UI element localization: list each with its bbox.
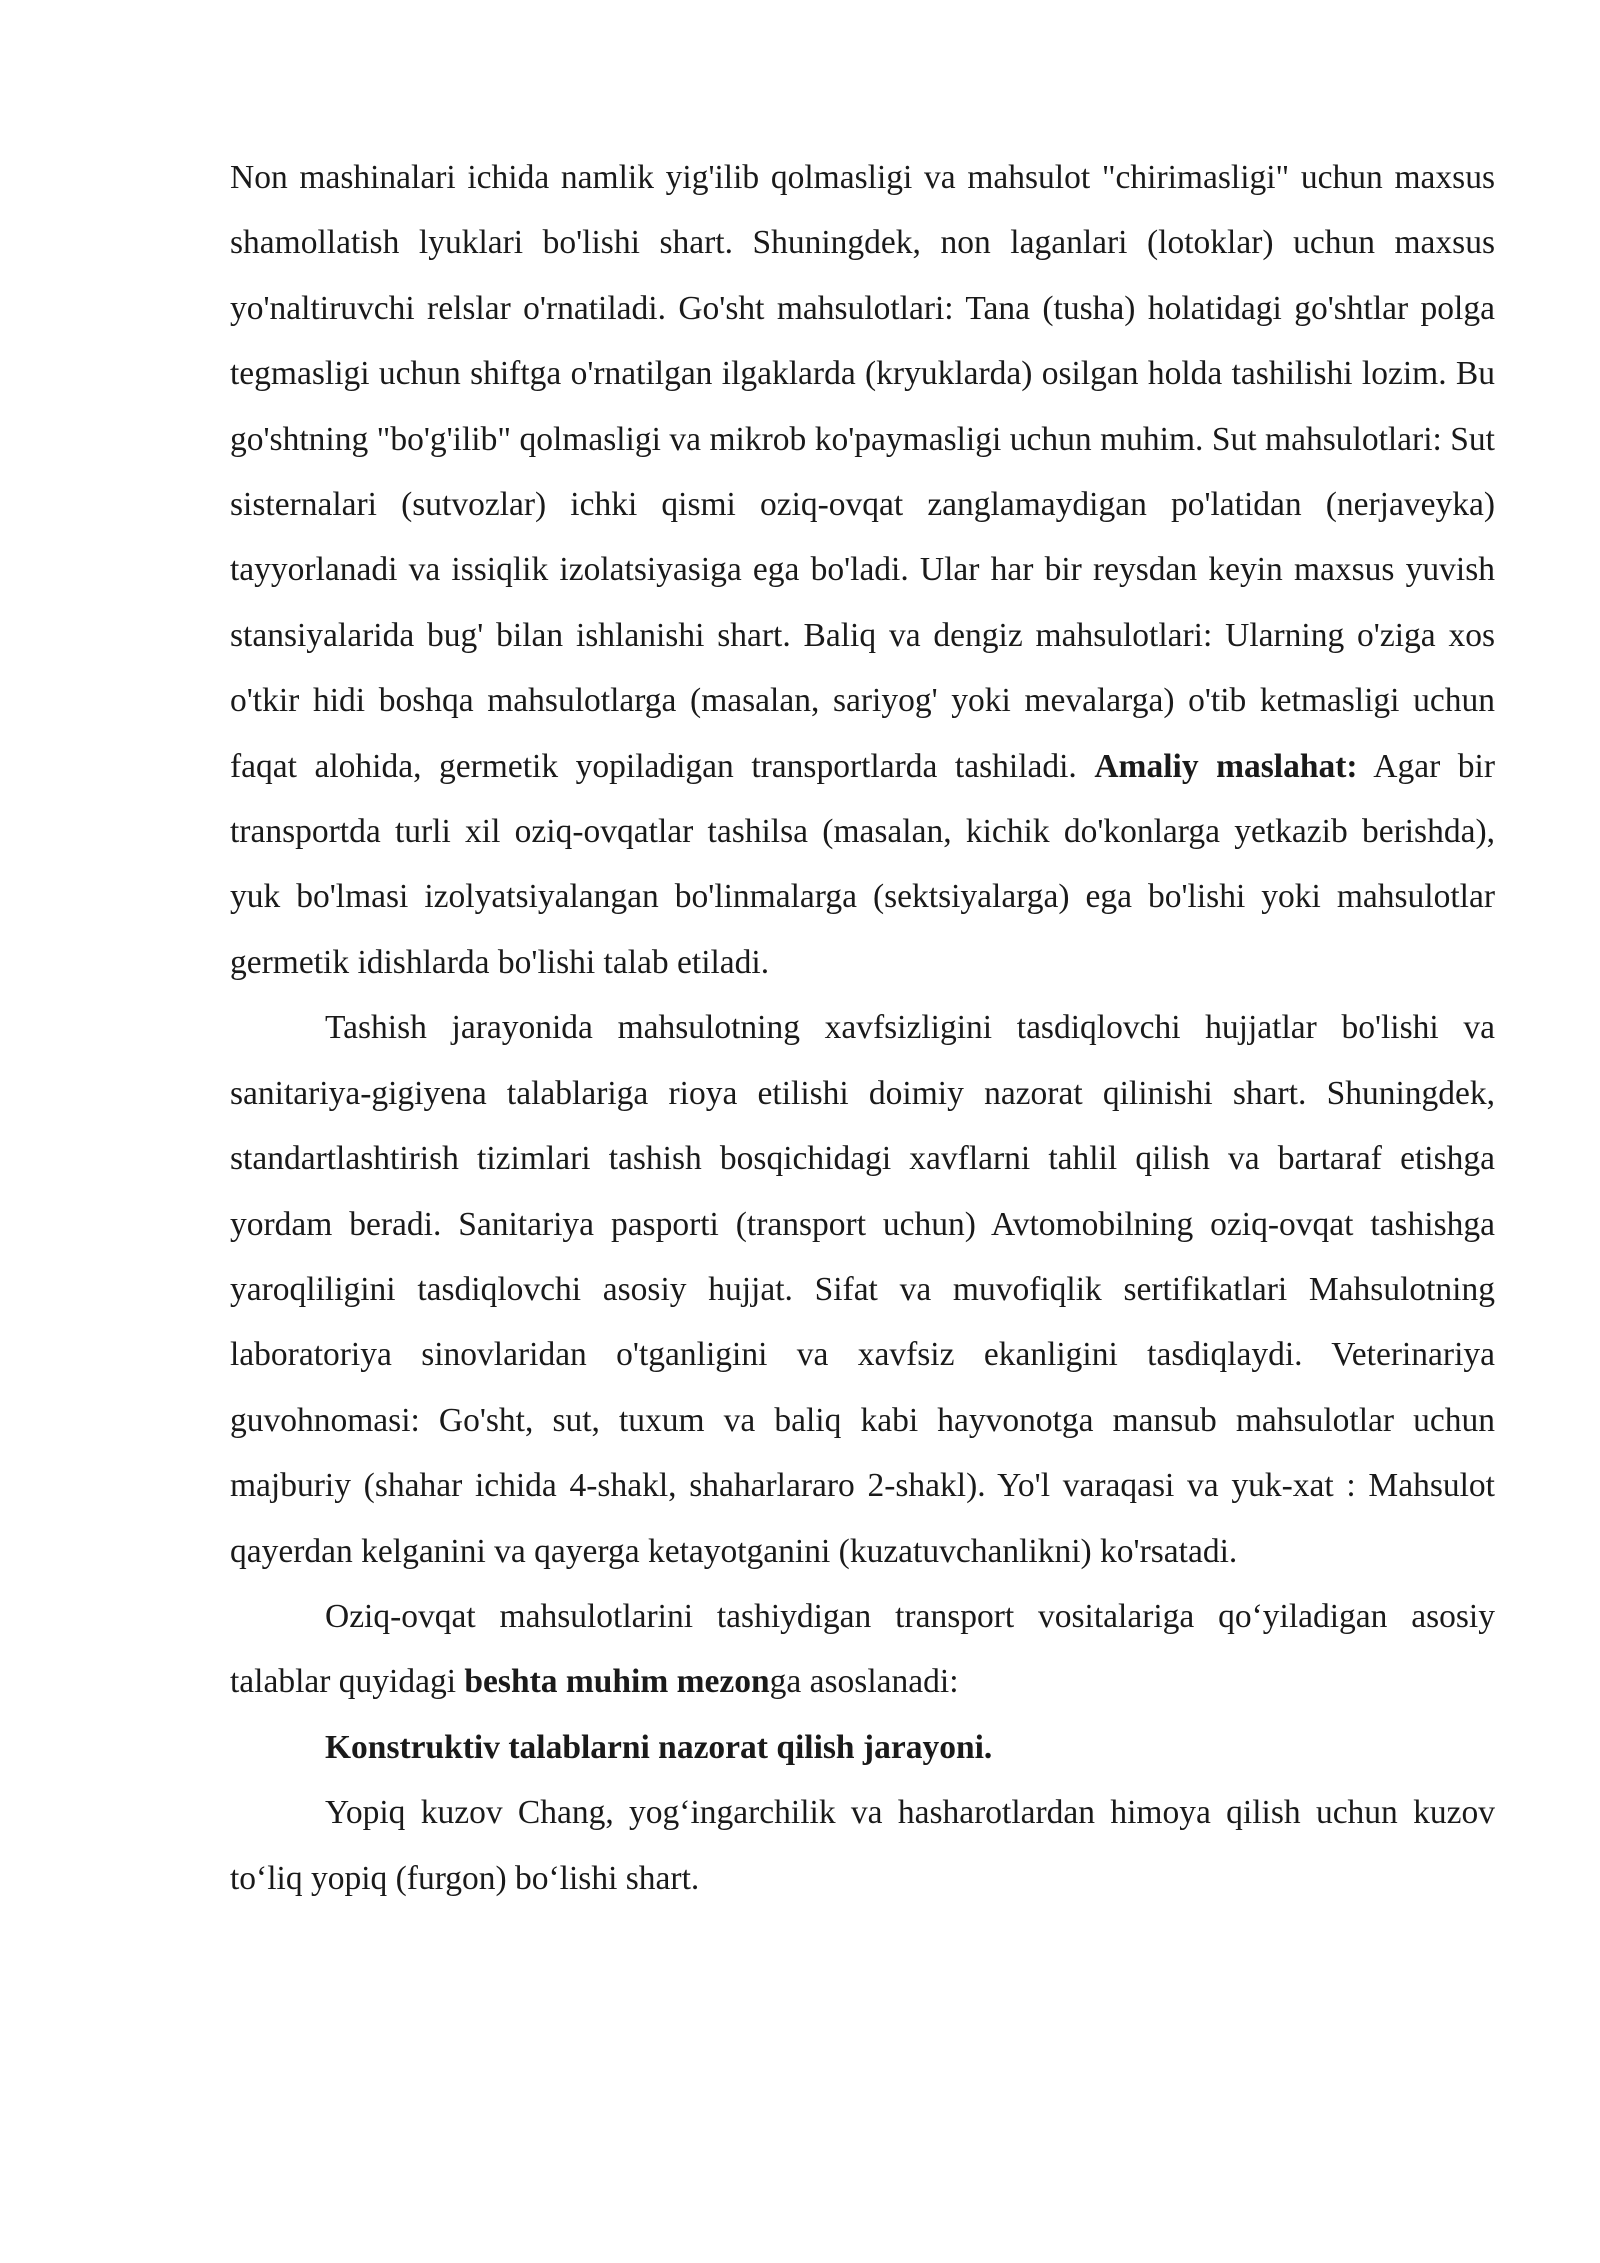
paragraph-documents: Tashish jarayonida mahsulotning xavfsizligini tasdiqlovchi hujjatlar bo'lishi va sanitariya-gigiyena talablariga rioya etilishi doimiy nazorat qilinishi shart. Shuningdek, standartlashtirish tizimlari tashish bosqichidagi xavflarni tahlil qilish va bartaraf etishga yordam beradi. Sanitariya pasporti (transport uchun) Avtomobilning oziq-ovqat tashishga yaroqliligini tasdiqlovchi asosiy hujjat. Sifat va muvofiqlik sertifikatlari Mahsulotning laboratoriya sinovlaridan o'tganligini va xavfsiz ekanligini tasdiqlaydi. Veterinariya guvohnomasi: Go'sht, sut, tuxum va baliq kabi hayvonotga mansub mahsulotlar uchun majburiy (shahar ichida 4-shakl, shaharlararo 2-shakl). Yo'l varaqasi va yuk-xat : Mahsulot qayerdan kelganini va qayerga ketayotganini (kuzatuvchanlikni) ko'rsatadi. — [230, 1009, 1495, 1570]
paragraph-closed-body: Yopiq kuzov Chang, yog‘ingarchilik va hasharotlardan himoya qilish uchun kuzov to‘liq yopiq (furgon) bo‘lishi shart. — [230, 1794, 1495, 1897]
paragraph-transport-types — [230, 145, 1495, 995]
paragraph-text: Agar bir transportda turli xil oziq-ovqatlar tashilsa (masalan, kichik do'konlarga yetkazib berishda), yuk bo'lmasi izolyatsiyalangan bo'linmalarga (sektsiyalarga) ega bo'lishi yoki mahsulotlar germetik idishlarda bo'lishi talab etiladi. — [230, 747, 1495, 981]
paragraph-text: Oziq-ovqat mahsulotlarini tashiydigan transport vositalariga qo‘yiladigan asosiy talablar quyidagi — [230, 1597, 1495, 1701]
paragraph-criteria — [230, 1584, 1495, 1715]
section-heading: Konstruktiv talablarni nazorat qilish jarayoni. — [325, 1728, 993, 1766]
paragraph-text: Non mashinalari ichida namlik yig'ilib qolmasligi va mahsulot "chirimasligi" uchun maxsus shamollatish lyuklari bo'lishi shart. Shuningdek, non laganlari (lotoklar) uchun maxsus yo'naltiruvchi relslar o'rnatiladi. Go'sht mahsulotlari: Tana (tusha) holatidagi go'shtlar polga tegmasligi uchun shiftga o'rnatilgan ilgaklarda (kryuklarda) osilgan holda tashilishi lozim. Bu go'shtning "bo'g'ilib" qolmasligi va mikrob ko'paymasligi uchun muhim. Sut mahsulotlari: Sut sisternalari (sutvozlar) ichki qismi oziq-ovqat zanglamaydigan po'latidan (nerjaveyka) tayyorlanadi va issiqlik izolatsiyasiga ega bo'ladi. Ular har bir reysdan keyin maxsus yuvish stansiyalarida bug' bilan ishlanishi shart. Baliq va dengiz mahsulotlari: Ularning o'ziga xos o'tkir hidi boshqa mahsulotlarga (masalan, sariyog' yoki mevalarga) o'tib ketmasligi uchun faqat alohida, germetik yopiladigan transportlarda tashiladi. — [230, 159, 1495, 785]
document-page — [230, 145, 1495, 1911]
practical-advice-label: Amaliy maslahat: — [1094, 747, 1358, 785]
paragraph-text: ga asoslanadi: — [769, 1663, 959, 1701]
criteria-emphasis: beshta muhim mezon — [464, 1663, 770, 1701]
